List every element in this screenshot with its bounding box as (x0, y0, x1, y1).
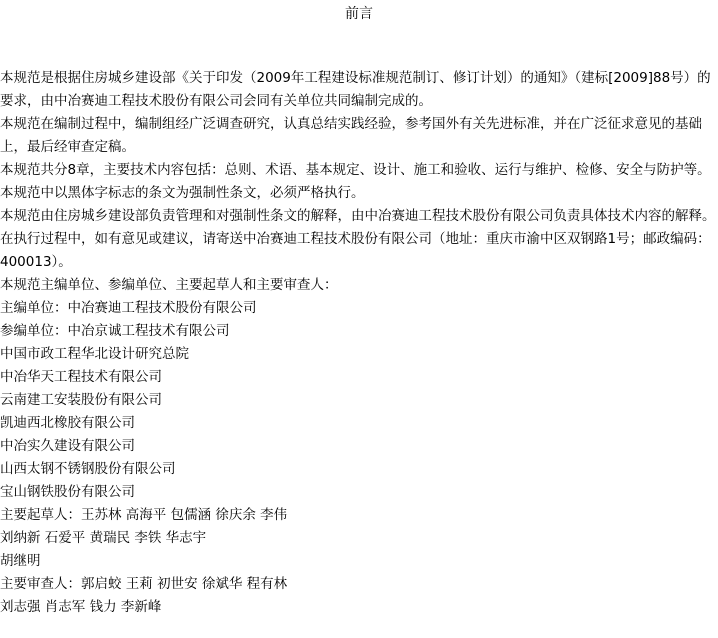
participating-unit: 中冶实久建设有限公司 (0, 438, 135, 454)
participating-unit: 宝山钢铁股份有限公司 (0, 484, 135, 500)
paragraph-basis: 本规范是根据住房城乡建设部《关于印发（2009年工程建设标准规范制订、修订计划）的通知》（建标[2009]88号）的要求，由中冶赛迪工程技术股份有限公司会同有关单位共同编制完成的。 (0, 70, 711, 109)
document-body (0, 67, 716, 619)
participating-unit: 中冶华天工程技术有限公司 (0, 369, 162, 385)
paragraph-process: 本规范在编制过程中，编制组经广泛调查研究，认真总结实践经验，参考国外有关先进标准，并在广泛征求意见的基础上，最后经审查定稿。 (0, 116, 702, 155)
drafters-line: 刘纳新 石爱平 黄瑞民 李铁 华志宇 (0, 530, 207, 546)
participating-unit: 凯迪西北橡胶有限公司 (0, 415, 135, 431)
reviewers-line: 刘志强 肖志军 钱力 李新峰 (0, 599, 162, 615)
paragraph-mandatory: 本规范中以黑体字标志的条文为强制性条文，必须严格执行。 (0, 185, 365, 201)
paragraph-management: 本规范由住房城乡建设部负责管理和对强制性条文的解释，由中冶赛迪工程技术股份有限公司负责具体技术内容的解释。在执行过程中，如有意见或建议，请寄送中冶赛迪工程技术股份有限公司（地址：重庆市渝中区双钢路1号；邮政编码：400013）。 (0, 208, 716, 270)
chief-editor-unit: 主编单位：中冶赛迪工程技术股份有限公司 (0, 300, 257, 316)
page-title: 前言 (345, 6, 373, 22)
participating-unit: 山西太钢不锈钢股份有限公司 (0, 461, 176, 477)
participating-unit: 中国市政工程华北设计研究总院 (0, 346, 189, 362)
reviewers-line: 主要审查人：郭启蛟 王莉 初世安 徐斌华 程有林 (0, 576, 288, 592)
drafters-line: 主要起草人：王苏林 高海平 包儒涵 徐庆余 李伟 (0, 507, 288, 523)
paragraph-chapters: 本规范共分8章，主要技术内容包括：总则、术语、基本规定、设计、施工和验收、运行与维护、检修、安全与防护等。 (0, 162, 711, 178)
participating-unit: 云南建工安装股份有限公司 (0, 392, 162, 408)
drafters-line: 胡继明 (0, 553, 41, 569)
paragraph-units-intro: 本规范主编单位、参编单位、主要起草人和主要审查人： (0, 277, 338, 293)
participating-unit: 参编单位：中冶京诚工程技术有限公司 (0, 323, 230, 339)
